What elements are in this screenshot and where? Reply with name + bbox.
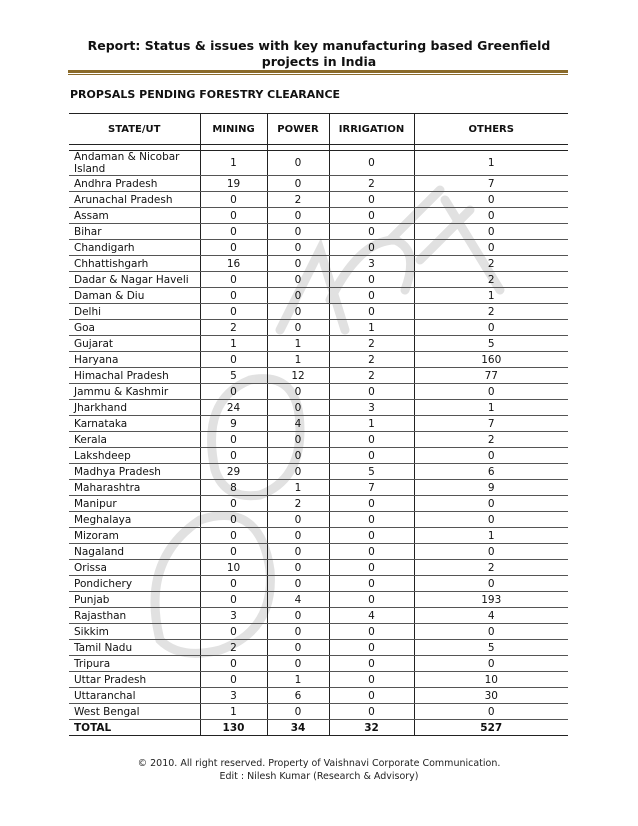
cell-others: 193 <box>414 592 568 608</box>
cell-power: 1 <box>267 336 329 352</box>
cell-irrigation: 0 <box>329 688 414 704</box>
table-row <box>69 320 568 336</box>
cell-others: 1 <box>414 400 568 416</box>
cell-irrigation: 0 <box>329 151 414 176</box>
cell-others: 2 <box>414 304 568 320</box>
cell-state: Pondichery <box>69 576 200 592</box>
cell-irrigation: 0 <box>329 448 414 464</box>
cell-state: Chandigarh <box>69 240 200 256</box>
table-row <box>69 208 568 224</box>
cell-irrigation: 0 <box>329 208 414 224</box>
cell-irrigation: 0 <box>329 704 414 720</box>
cell-mining: 5 <box>200 368 267 384</box>
table-row <box>69 528 568 544</box>
cell-irrigation: 0 <box>329 640 414 656</box>
table-row <box>69 592 568 608</box>
cell-power: 0 <box>267 240 329 256</box>
cell-irrigation: 0 <box>329 384 414 400</box>
cell-state: Meghalaya <box>69 512 200 528</box>
cell-power: 0 <box>267 176 329 192</box>
cell-irrigation: 7 <box>329 480 414 496</box>
table-row <box>69 384 568 400</box>
cell-others: 5 <box>414 336 568 352</box>
header-mining: MINING <box>200 114 267 145</box>
total-state: TOTAL <box>69 720 200 736</box>
table-row <box>69 224 568 240</box>
cell-state: Jammu & Kashmir <box>69 384 200 400</box>
table-row <box>69 512 568 528</box>
cell-state: West Bengal <box>69 704 200 720</box>
footer <box>60 757 578 783</box>
cell-state: Lakshdeep <box>69 448 200 464</box>
cell-irrigation: 0 <box>329 496 414 512</box>
cell-irrigation: 0 <box>329 288 414 304</box>
table-row <box>69 448 568 464</box>
table-row <box>69 656 568 672</box>
cell-state: Uttaranchal <box>69 688 200 704</box>
cell-state: Arunachal Pradesh <box>69 192 200 208</box>
cell-state: Tripura <box>69 656 200 672</box>
cell-mining: 3 <box>200 688 267 704</box>
cell-power: 0 <box>267 151 329 176</box>
table-row <box>69 272 568 288</box>
cell-irrigation: 2 <box>329 352 414 368</box>
cell-mining: 0 <box>200 352 267 368</box>
cell-state: Rajasthan <box>69 608 200 624</box>
cell-others: 1 <box>414 288 568 304</box>
table-row <box>69 560 568 576</box>
cell-others: 0 <box>414 496 568 512</box>
cell-state: Karnataka <box>69 416 200 432</box>
cell-irrigation: 0 <box>329 272 414 288</box>
cell-power: 4 <box>267 592 329 608</box>
cell-state: Chhattishgarh <box>69 256 200 272</box>
cell-irrigation: 2 <box>329 176 414 192</box>
cell-others: 0 <box>414 384 568 400</box>
cell-mining: 0 <box>200 624 267 640</box>
cell-power: 0 <box>267 384 329 400</box>
cell-irrigation: 5 <box>329 464 414 480</box>
cell-mining: 0 <box>200 384 267 400</box>
cell-mining: 0 <box>200 512 267 528</box>
cell-power: 0 <box>267 560 329 576</box>
cell-others: 2 <box>414 560 568 576</box>
cell-irrigation: 1 <box>329 320 414 336</box>
cell-state: Andaman & Nicobar Island <box>69 151 200 176</box>
table-row <box>69 240 568 256</box>
cell-others: 30 <box>414 688 568 704</box>
cell-mining: 9 <box>200 416 267 432</box>
cell-power: 0 <box>267 512 329 528</box>
cell-state: Gujarat <box>69 336 200 352</box>
cell-others: 0 <box>414 240 568 256</box>
cell-state: Madhya Pradesh <box>69 464 200 480</box>
table-row <box>69 256 568 272</box>
cell-others: 2 <box>414 432 568 448</box>
report-title: Report: Status & issues with key manufacturing based Greenfield projects in India <box>87 38 551 69</box>
cell-power: 0 <box>267 320 329 336</box>
cell-others: 0 <box>414 208 568 224</box>
table-row <box>69 624 568 640</box>
cell-power: 0 <box>267 656 329 672</box>
cell-mining: 24 <box>200 400 267 416</box>
title-rule-thin <box>68 74 568 75</box>
cell-power: 0 <box>267 544 329 560</box>
cell-others: 0 <box>414 704 568 720</box>
cell-others: 0 <box>414 544 568 560</box>
cell-irrigation: 3 <box>329 256 414 272</box>
cell-power: 0 <box>267 432 329 448</box>
cell-others: 1 <box>414 528 568 544</box>
cell-power: 0 <box>267 400 329 416</box>
cell-mining: 2 <box>200 320 267 336</box>
cell-mining: 0 <box>200 272 267 288</box>
cell-irrigation: 0 <box>329 432 414 448</box>
table-row <box>69 640 568 656</box>
cell-others: 0 <box>414 192 568 208</box>
cell-irrigation: 0 <box>329 624 414 640</box>
cell-power: 0 <box>267 464 329 480</box>
cell-state: Maharashtra <box>69 480 200 496</box>
cell-power: 12 <box>267 368 329 384</box>
table-row <box>69 192 568 208</box>
cell-power: 1 <box>267 672 329 688</box>
cell-state: Sikkim <box>69 624 200 640</box>
cell-others: 160 <box>414 352 568 368</box>
cell-power: 0 <box>267 608 329 624</box>
cell-others: 0 <box>414 576 568 592</box>
cell-irrigation: 0 <box>329 576 414 592</box>
cell-mining: 0 <box>200 288 267 304</box>
cell-irrigation: 0 <box>329 304 414 320</box>
cell-power: 0 <box>267 288 329 304</box>
header-power: POWER <box>267 114 329 145</box>
cell-irrigation: 0 <box>329 592 414 608</box>
cell-state: Haryana <box>69 352 200 368</box>
cell-mining: 29 <box>200 464 267 480</box>
cell-others: 0 <box>414 656 568 672</box>
cell-mining: 1 <box>200 151 267 176</box>
cell-others: 4 <box>414 608 568 624</box>
cell-others: 5 <box>414 640 568 656</box>
total-row <box>69 720 568 736</box>
table-row <box>69 688 568 704</box>
cell-power: 0 <box>267 256 329 272</box>
cell-power: 0 <box>267 704 329 720</box>
cell-power: 0 <box>267 304 329 320</box>
cell-irrigation: 0 <box>329 528 414 544</box>
cell-state: Uttar Pradesh <box>69 672 200 688</box>
total-mining: 130 <box>200 720 267 736</box>
cell-state: Himachal Pradesh <box>69 368 200 384</box>
cell-state: Kerala <box>69 432 200 448</box>
cell-mining: 0 <box>200 496 267 512</box>
cell-others: 10 <box>414 672 568 688</box>
cell-others: 6 <box>414 464 568 480</box>
cell-state: Andhra Pradesh <box>69 176 200 192</box>
cell-mining: 0 <box>200 304 267 320</box>
cell-power: 0 <box>267 624 329 640</box>
cell-mining: 0 <box>200 592 267 608</box>
cell-mining: 8 <box>200 480 267 496</box>
cell-others: 0 <box>414 320 568 336</box>
cell-power: 0 <box>267 208 329 224</box>
cell-others: 7 <box>414 176 568 192</box>
cell-others: 0 <box>414 224 568 240</box>
total-irrigation: 32 <box>329 720 414 736</box>
table-row <box>69 304 568 320</box>
cell-power: 0 <box>267 528 329 544</box>
table-row <box>69 151 568 176</box>
total-power: 34 <box>267 720 329 736</box>
cell-mining: 1 <box>200 704 267 720</box>
cell-mining: 0 <box>200 432 267 448</box>
table-header-row <box>69 114 568 145</box>
forestry-clearance-table <box>69 113 568 736</box>
editor-line: Edit : Nilesh Kumar (Research & Advisory) <box>219 771 419 782</box>
cell-others: 2 <box>414 272 568 288</box>
cell-state: Daman & Diu <box>69 288 200 304</box>
cell-power: 2 <box>267 496 329 512</box>
cell-irrigation: 3 <box>329 400 414 416</box>
title-rule <box>68 70 568 73</box>
cell-mining: 0 <box>200 528 267 544</box>
cell-state: Jharkhand <box>69 400 200 416</box>
cell-state: Nagaland <box>69 544 200 560</box>
cell-state: Goa <box>69 320 200 336</box>
copyright-line: © 2010. All right reserved. Property of Vaishnavi Corporate Communication. <box>137 758 501 769</box>
table-row <box>69 176 568 192</box>
table-row <box>69 480 568 496</box>
cell-mining: 0 <box>200 448 267 464</box>
cell-mining: 0 <box>200 240 267 256</box>
cell-state: Bihar <box>69 224 200 240</box>
cell-power: 0 <box>267 224 329 240</box>
cell-power: 0 <box>267 576 329 592</box>
cell-power: 4 <box>267 416 329 432</box>
cell-state: Tamil Nadu <box>69 640 200 656</box>
cell-irrigation: 0 <box>329 560 414 576</box>
cell-irrigation: 0 <box>329 192 414 208</box>
cell-others: 7 <box>414 416 568 432</box>
cell-mining: 3 <box>200 608 267 624</box>
cell-power: 0 <box>267 640 329 656</box>
cell-others: 0 <box>414 512 568 528</box>
cell-mining: 19 <box>200 176 267 192</box>
table-row <box>69 416 568 432</box>
table-row <box>69 496 568 512</box>
cell-mining: 0 <box>200 224 267 240</box>
cell-irrigation: 2 <box>329 368 414 384</box>
header-others: OTHERS <box>414 114 568 145</box>
table-row <box>69 608 568 624</box>
cell-irrigation: 0 <box>329 224 414 240</box>
header-irrigation: IRRIGATION <box>329 114 414 145</box>
table-row <box>69 464 568 480</box>
cell-mining: 0 <box>200 192 267 208</box>
cell-irrigation: 0 <box>329 672 414 688</box>
table-row <box>69 704 568 720</box>
table-row <box>69 288 568 304</box>
cell-mining: 0 <box>200 672 267 688</box>
cell-irrigation: 1 <box>329 416 414 432</box>
table-row <box>69 544 568 560</box>
cell-irrigation: 0 <box>329 544 414 560</box>
cell-mining: 0 <box>200 208 267 224</box>
cell-state: Delhi <box>69 304 200 320</box>
cell-irrigation: 0 <box>329 512 414 528</box>
cell-mining: 1 <box>200 336 267 352</box>
cell-irrigation: 0 <box>329 240 414 256</box>
cell-others: 2 <box>414 256 568 272</box>
cell-power: 1 <box>267 352 329 368</box>
cell-mining: 10 <box>200 560 267 576</box>
table-row <box>69 400 568 416</box>
cell-irrigation: 0 <box>329 656 414 672</box>
section-heading: PROPSALS PENDING FORESTRY CLEARANCE <box>70 88 341 101</box>
cell-power: 6 <box>267 688 329 704</box>
header-state: STATE/UT <box>69 114 200 145</box>
total-others: 527 <box>414 720 568 736</box>
cell-irrigation: 4 <box>329 608 414 624</box>
cell-others: 77 <box>414 368 568 384</box>
table-row <box>69 368 568 384</box>
cell-mining: 16 <box>200 256 267 272</box>
table-row <box>69 336 568 352</box>
cell-others: 0 <box>414 624 568 640</box>
cell-power: 2 <box>267 192 329 208</box>
cell-state: Orissa <box>69 560 200 576</box>
cell-state: Mizoram <box>69 528 200 544</box>
cell-others: 9 <box>414 480 568 496</box>
cell-mining: 2 <box>200 640 267 656</box>
cell-state: Assam <box>69 208 200 224</box>
table-row <box>69 352 568 368</box>
cell-mining: 0 <box>200 656 267 672</box>
cell-state: Punjab <box>69 592 200 608</box>
cell-power: 0 <box>267 272 329 288</box>
cell-power: 1 <box>267 480 329 496</box>
cell-power: 0 <box>267 448 329 464</box>
cell-others: 1 <box>414 151 568 176</box>
table-row <box>69 576 568 592</box>
table-row <box>69 672 568 688</box>
table-row <box>69 432 568 448</box>
cell-others: 0 <box>414 448 568 464</box>
table-body <box>69 151 568 736</box>
cell-mining: 0 <box>200 544 267 560</box>
cell-state: Manipur <box>69 496 200 512</box>
cell-mining: 0 <box>200 576 267 592</box>
cell-state: Dadar & Nagar Haveli <box>69 272 200 288</box>
cell-irrigation: 2 <box>329 336 414 352</box>
